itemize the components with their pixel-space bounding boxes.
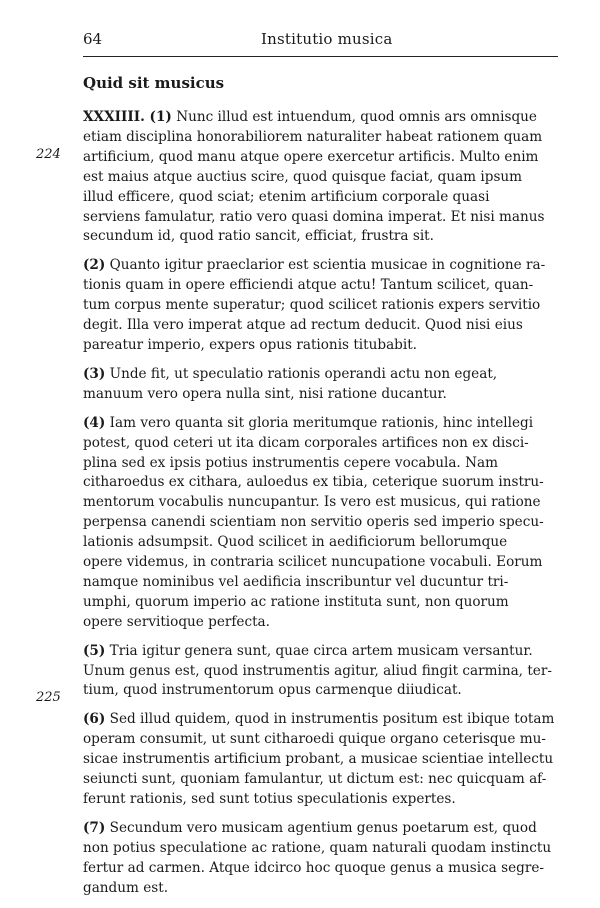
text-line <box>83 710 558 730</box>
line-text: manuum vero opera nulla sint, nisi ratione ducantur. <box>83 385 447 402</box>
paragraph-number: XXXIIII. (1) <box>83 109 172 125</box>
paragraph-number: (3) <box>83 365 106 382</box>
line-text: opere servitioque perfecta. <box>83 613 270 630</box>
section-title: Quid sit musicus <box>83 74 225 92</box>
line-text: Nunc illud est intuendum, quod omnis ars omnisque <box>171 109 537 125</box>
line-text: perpensa canendi scientiam non servitio operis sed imperio specu- <box>83 514 544 531</box>
margin-reference-224: 224 <box>36 147 61 162</box>
line-text: Unum genus est, quod instrumentis agitur, aliud fingit carmina, ter- <box>83 662 552 679</box>
text-line <box>83 385 558 405</box>
text-line <box>83 316 558 336</box>
line-text: fertur ad carmen. Atque idcirco hoc quoque genus a musica segre- <box>83 859 544 876</box>
text-line <box>83 681 558 701</box>
text-line <box>83 188 558 208</box>
paragraph <box>83 256 558 356</box>
text-line <box>83 573 558 593</box>
line-text: namque nominibus vel aedificia inscribuntur vel ducuntur tri- <box>83 573 509 590</box>
line-text: mentorum vocabulis nuncupantur. Is vero est musicus, qui ratione <box>83 494 541 511</box>
line-text: artificium, quod manu atque opere exercetur artificis. Multo enim <box>83 148 539 165</box>
line-text: umphi, quorum imperio ac ratione instituta sunt, non quorum <box>83 593 509 610</box>
paragraph <box>83 710 558 810</box>
text-line <box>83 227 558 247</box>
line-text: Quanto igitur praeclarior est scientia musicae in cognitione ra- <box>105 257 546 274</box>
text-line <box>83 168 558 188</box>
line-text: operam consumit, ut sunt citharoedi quique organo ceterisque mu- <box>83 731 546 748</box>
text-line <box>83 662 558 682</box>
paragraph-number: (5) <box>83 642 106 659</box>
line-text: opere videmus, in contraria scilicet nuncupatione vocabuli. Eorum <box>83 554 543 571</box>
text-line <box>83 613 558 633</box>
header-rule <box>83 56 558 57</box>
text-line <box>83 128 558 148</box>
paragraph <box>83 108 558 247</box>
line-text: tionis quam in opere efficiendi atque actu! Tantum scilicet, quan- <box>83 277 534 294</box>
text-line <box>83 276 558 296</box>
text-line <box>83 642 558 662</box>
text-line <box>83 256 558 276</box>
line-text: tium, quod instrumentorum opus carmenque diiudicat. <box>83 682 462 699</box>
line-text: Secundum vero musicam agentium genus poetarum est, quod <box>105 819 537 836</box>
line-text: citharoedus ex cithara, auloedus ex tibia, ceterique suorum instru- <box>83 474 544 491</box>
text-line <box>83 533 558 553</box>
page-number: 64 <box>83 30 103 48</box>
paragraph <box>83 365 558 405</box>
line-text: gandum est. <box>83 879 169 896</box>
paragraph <box>83 642 558 702</box>
text-line <box>83 819 558 839</box>
paragraph-number: (7) <box>83 819 106 836</box>
line-text: pareatur imperio, expers opus rationis titubabit. <box>83 336 418 353</box>
paragraph-number: (2) <box>83 257 106 274</box>
line-text: seiuncti sunt, quoniam famulantur, ut dictum est: nec quicquam af- <box>83 771 547 788</box>
line-text: secundum id, quod ratio sancit, efficiat, frustra sit. <box>83 228 434 245</box>
paragraph <box>83 414 558 633</box>
line-text: Sed illud quidem, quod in instrumentis positum est ibique totam <box>105 711 555 728</box>
line-text: illud efficere, quod sciat; etenim artificium corporale quasi <box>83 188 490 205</box>
line-text: Unde fit, ut speculatio rationis operandi actu non egeat, <box>105 365 498 382</box>
text-line <box>83 770 558 790</box>
text-line <box>83 730 558 750</box>
text-line <box>83 750 558 770</box>
text-line <box>83 473 558 493</box>
paragraph-number: (6) <box>83 711 106 728</box>
line-text: lationis adsumpsit. Quod scilicet in aedificiorum bellorumque <box>83 534 508 551</box>
paragraph <box>83 819 558 899</box>
text-line <box>83 414 558 434</box>
line-text: plina sed ex ipsis potius instrumentis cepere vocabula. Nam <box>83 454 498 471</box>
text-line <box>83 790 558 810</box>
line-text: non potius speculatione ac ratione, quam naturali quodam instinctu <box>83 839 552 856</box>
line-text: tum corpus mente superatur; quod scilicet rationis expers servitio <box>83 297 541 314</box>
text-line <box>83 148 558 168</box>
margin-reference-225: 225 <box>36 690 61 705</box>
paragraph-number: (4) <box>83 414 106 431</box>
text-line <box>83 336 558 356</box>
text-line <box>83 296 558 316</box>
text-line <box>83 493 558 513</box>
line-text: serviens famulatur, ratio vero quasi domina imperat. Et nisi manus <box>83 208 545 225</box>
text-line <box>83 108 558 128</box>
line-text: potest, quod ceteri ut ita dicam corporales artifices non ex disci- <box>83 434 529 451</box>
text-line <box>83 553 558 573</box>
text-line <box>83 434 558 454</box>
text-line <box>83 859 558 879</box>
text-line <box>83 454 558 474</box>
text-line <box>83 839 558 859</box>
text-line <box>83 593 558 613</box>
running-header <box>83 30 558 50</box>
text-line <box>83 365 558 385</box>
text-line <box>83 208 558 228</box>
text-line <box>83 879 558 899</box>
line-text: degit. Illa vero imperat atque ad rectum deducit. Quod nisi eius <box>83 317 523 334</box>
text-line <box>83 513 558 533</box>
body-text <box>83 108 558 908</box>
line-text: Iam vero quanta sit gloria meritumque rationis, hinc intellegi <box>105 414 534 431</box>
line-text: sicae instrumentis artificium probant, a musicae scientiae intellectu <box>83 751 554 768</box>
line-text: Tria igitur genera sunt, quae circa artem musicam versantur. <box>105 642 533 659</box>
line-text: ferunt rationis, sed sunt totius speculationis expertes. <box>83 791 456 807</box>
line-text: etiam disciplina honorabiliorem naturaliter habeat rationem quam <box>83 128 543 145</box>
running-title: Institutio musica <box>261 30 393 48</box>
line-text: est maius atque auctius scire, quod quisque faciat, quam ipsum <box>83 168 523 185</box>
